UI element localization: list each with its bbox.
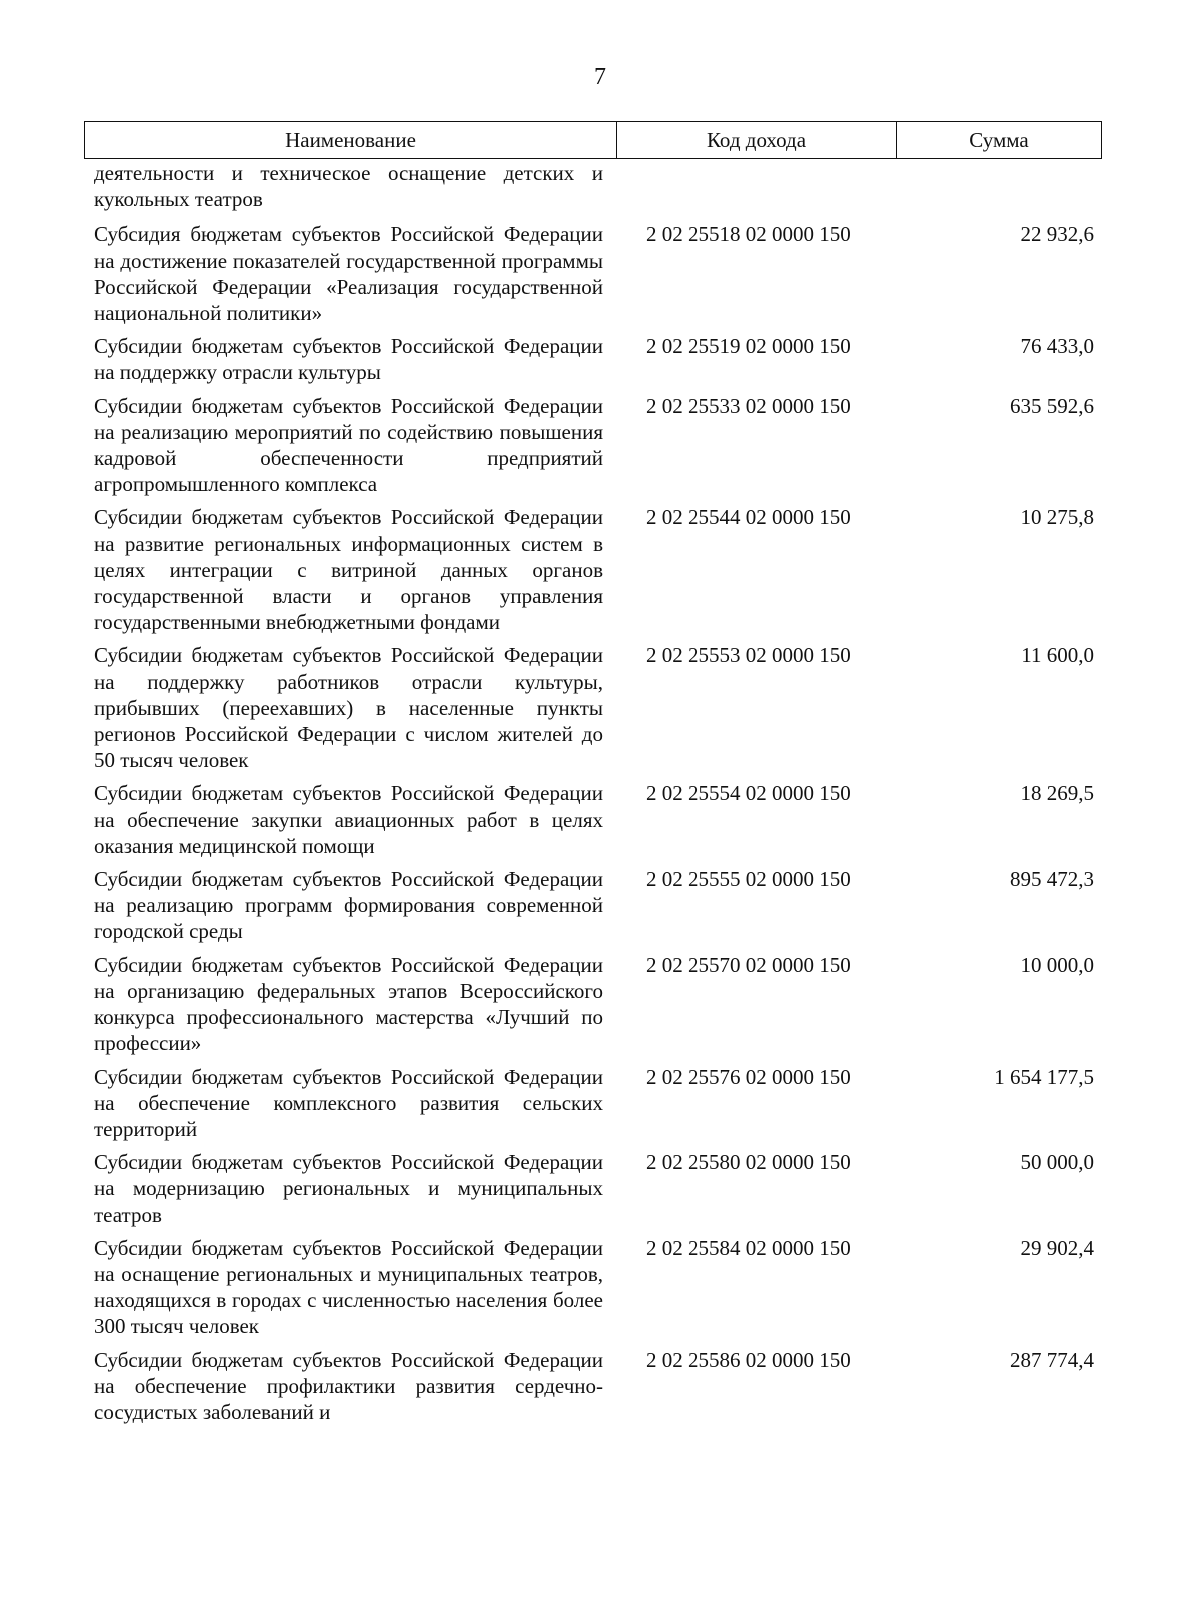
row-code: 2 02 25533 02 0000 150 <box>646 393 851 418</box>
row-code: 2 02 25519 02 0000 150 <box>646 334 851 359</box>
row-code: 2 02 25555 02 0000 150 <box>646 867 851 892</box>
header-sum: Сумма <box>969 128 1029 152</box>
row-name: Субсидии бюджетам субъектов Российской Федерации на поддержку отрасли культуры <box>94 334 603 385</box>
row-name: Субсидии бюджетам субъектов Российской Федерации на модернизацию региональных и муниципальных театров <box>94 1150 603 1227</box>
table-row <box>94 780 1100 859</box>
row-sum: 10 275,8 <box>1020 505 1094 530</box>
row-code: 2 02 25554 02 0000 150 <box>646 781 851 806</box>
row-code: 2 02 25576 02 0000 150 <box>646 1064 851 1089</box>
row-name: Субсидия бюджетам субъектов Российской Федерации на достижение показателей государственной программы Российской Федерации «Реализация государственной национальной политики» <box>94 222 603 326</box>
row-code: 2 02 25553 02 0000 150 <box>646 643 851 668</box>
table-row <box>94 1235 1100 1340</box>
row-name: Субсидии бюджетам субъектов Российской Федерации на организацию федеральных этапов Всероссийского конкурса профессионального мастерства «Лучший по профессии» <box>94 952 603 1056</box>
page-number: 7 <box>594 64 606 90</box>
table-row <box>94 642 1100 773</box>
table-row <box>94 393 1100 498</box>
row-name: Субсидии бюджетам субъектов Российской Федерации на реализацию программ формирования современной городской среды <box>94 867 603 944</box>
row-name: Субсидии бюджетам субъектов Российской Федерации на развитие региональных информационных систем в целях интеграции с витриной данных органов государственной власти и органов управления государственными внебюджетными фондами <box>94 505 603 635</box>
row-code: 2 02 25584 02 0000 150 <box>646 1235 851 1260</box>
row-sum: 18 269,5 <box>1020 781 1094 806</box>
row-name: Субсидии бюджетам субъектов Российской Федерации на поддержку работников отрасли культуры, прибывших (переехавших) в населенные пункты регионов Российской Федерации с числом жителей до 50 тысяч человек <box>94 643 603 773</box>
row-sum: 635 592,6 <box>1010 393 1094 418</box>
row-code: 2 02 25580 02 0000 150 <box>646 1150 851 1175</box>
row-name: Субсидии бюджетам субъектов Российской Федерации на реализацию мероприятий по содействию повышения кадровой обеспеченности предприятий агропромышленного комплекса <box>94 393 603 497</box>
table-row <box>94 866 1100 945</box>
row-sum: 29 902,4 <box>1020 1235 1094 1260</box>
row-sum: 50 000,0 <box>1020 1150 1094 1175</box>
table-row <box>94 952 1100 1057</box>
table-row <box>94 221 1100 326</box>
table-header <box>84 121 1102 159</box>
table-body <box>94 160 1100 1432</box>
row-code: 2 02 25570 02 0000 150 <box>646 952 851 977</box>
header-code: Код дохода <box>617 122 897 158</box>
row-code: 2 02 25544 02 0000 150 <box>646 505 851 530</box>
row-name: Субсидии бюджетам субъектов Российской Федерации на обеспечение профилактики развития сердечно-сосудистых заболеваний и <box>94 1347 603 1424</box>
row-sum: 76 433,0 <box>1020 334 1094 359</box>
header-name: Наименование <box>85 122 617 158</box>
table-row <box>94 333 1100 385</box>
row-name: Субсидии бюджетам субъектов Российской Федерации на обеспечение закупки авиационных работ в целях оказания медицинской помощи <box>94 781 603 858</box>
row-code: 2 02 25586 02 0000 150 <box>646 1347 851 1372</box>
table-row <box>94 1149 1100 1228</box>
row-sum: 287 774,4 <box>1010 1347 1094 1372</box>
row-sum: 22 932,6 <box>1020 222 1094 247</box>
table-row <box>94 1064 1100 1143</box>
row-code: 2 02 25518 02 0000 150 <box>646 222 851 247</box>
row-name: Субсидии бюджетам субъектов Российской Федерации на обеспечение комплексного развития сельских территорий <box>94 1064 603 1141</box>
table-row <box>94 1347 1100 1426</box>
row-name: деятельности и техническое оснащение детских и кукольных театров <box>94 161 603 212</box>
row-sum: 1 654 177,5 <box>994 1064 1094 1089</box>
row-sum: 10 000,0 <box>1020 952 1094 977</box>
table-row <box>94 504 1100 635</box>
row-sum: 895 472,3 <box>1010 867 1094 892</box>
row-name: Субсидии бюджетам субъектов Российской Федерации на оснащение региональных и муниципальных театров, находящихся в городах с численностью населения более 300 тысяч человек <box>94 1235 603 1339</box>
row-sum: 11 600,0 <box>1021 643 1094 668</box>
table-row <box>94 160 1100 212</box>
